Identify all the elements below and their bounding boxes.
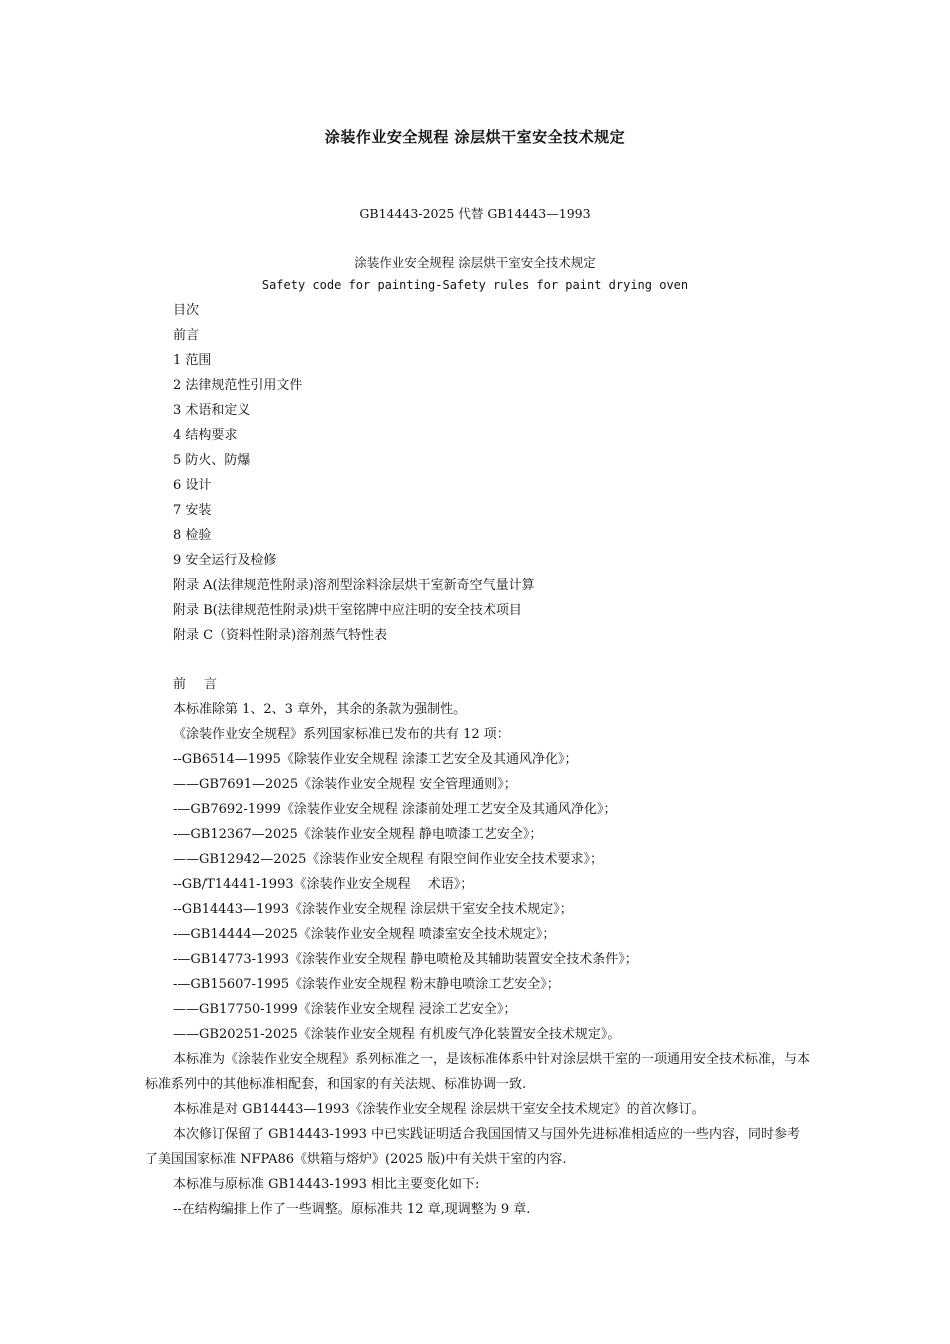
toc-item-foreword: 前言 — [173, 328, 200, 343]
toc-item-appendix-c: 附录 C（资料性附录)溶剂蒸气特性表 — [173, 628, 388, 643]
standard-list-item: ——GB17750-1999《涂装作业安全规程 浸涂工艺安全》； — [173, 1002, 517, 1017]
foreword-paragraph-revision: 本标准是对 GB14443—1993《涂装作业安全规程 涂层烘干室安全技术规定》的首次修订。 — [173, 1102, 705, 1117]
standard-list-item: --GB6514—1995《除装作业安全规程 涂漆工艺安全及其通风净化》； — [173, 752, 578, 767]
toc-item-appendix-a: 附录 A(法律规范性附录)溶剂型涂料涂层烘干室新奇空气量计算 — [173, 578, 535, 593]
toc-item-terms-definitions: 3 术语和定义 — [173, 403, 251, 418]
toc-item-design: 6 设计 — [173, 478, 212, 493]
foreword-paragraph-series: 本标准为《涂装作业安全规程》系列标准之一，是该标准体系中针对涂层烘干室的一项通用安全技术标准，与本标准系列中的其他标准相配套，和国家的有关法规、标准协调一致. — [145, 1052, 811, 1092]
foreword-section — [145, 676, 810, 1226]
toc-item-structure-requirements: 4 结构要求 — [173, 428, 238, 443]
toc-item-inspection: 8 检验 — [173, 528, 212, 543]
toc-item-normative-references: 2 法律规范性引用文件 — [173, 378, 303, 393]
foreword-line: 本标准除第 1、2、3 章外，其余的条款为强制性。 — [173, 702, 467, 717]
toc-item-scope: 1 范围 — [173, 353, 212, 368]
foreword-line: 《涂装作业安全规程》系列国家标准已发布的共有 12 项： — [173, 727, 510, 742]
toc-heading: 目次 — [173, 303, 200, 318]
foreword-paragraph-retained: 本次修订保留了 GB14443-1993 中已实践证明适合我国国情又与国外先进标准相适应的一些内容，同时参考了美国国家标准 NFPA86《烘箱与熔炉》(2025 版)中有关烘干室的内容. — [145, 1127, 801, 1167]
foreword-heading: 前言 — [173, 677, 236, 692]
standard-list-item: ——GB20251-2025《涂装作业安全规程 有机废气净化装置安全技术规定》。 — [173, 1027, 621, 1042]
standard-list-item: ——GB7691—2025《涂装作业安全规程 安全管理通则》； — [173, 777, 517, 792]
foreword-paragraph-change-1: --在结构编排上作了一些调整。原标准共 12 章,现调整为 9 章. — [173, 1202, 531, 1217]
document-main-title: 涂装作业安全规程 涂层烘干室安全技术规定 — [324, 128, 626, 146]
chinese-title: 涂装作业安全规程 涂层烘干室安全技术规定 — [354, 255, 596, 270]
standard-list-item: --GB14443—1993《涂装作业安全规程 涂层烘干室安全技术规定》； — [173, 902, 573, 917]
toc-item-fire-explosion-protection: 5 防火、防爆 — [173, 453, 251, 468]
table-of-contents — [173, 302, 535, 652]
toc-item-installation: 7 安装 — [173, 503, 212, 518]
toc-item-safe-operation: 9 安全运行及检修 — [173, 553, 277, 568]
standard-list-item: -—GB12367—2025《涂装作业安全规程 静电喷漆工艺安全》； — [173, 827, 543, 842]
standard-list-item: --GB/T14441-1993《涂装作业安全规程 术语》； — [173, 877, 474, 892]
foreword-paragraph-changes: 本标准与原标准 GB14443-1993 相比主要变化如下: — [173, 1177, 480, 1192]
standard-list-item: -—GB7692-1999《涂装作业安全规程 涂漆前处理工艺安全及其通风净化》； — [173, 802, 617, 817]
standard-list-item: -—GB14773-1993《涂装作业安全规程 静电喷枪及其辅助装置安全技术条件》； — [173, 952, 638, 967]
standard-list-item: -—GB14444—2025《涂装作业安全规程 喷漆室安全技术规定》； — [173, 927, 556, 942]
standard-list-item: -—GB15607-1995《涂装作业安全规程 粉末静电喷涂工艺安全》； — [173, 977, 560, 992]
english-title: Safety code for painting-Safety rules for paint drying oven — [261, 278, 689, 292]
standard-code: GB14443-2025 代替 GB14443—1993 — [359, 206, 591, 221]
toc-item-appendix-b: 附录 B(法律规范性附录)烘干室铭牌中应注明的安全技术项目 — [173, 603, 522, 618]
standard-list-item: ——GB12942—2025《涂装作业安全规程 有限空间作业安全技术要求》； — [173, 852, 604, 867]
